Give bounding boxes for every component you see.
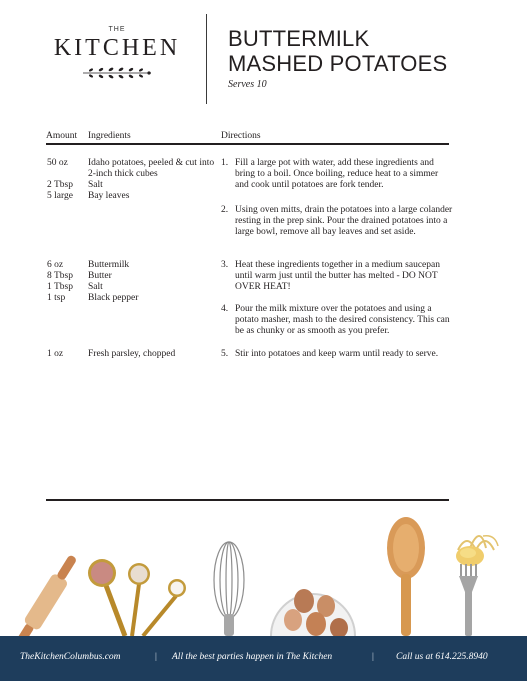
- ingredient-row: [47, 158, 218, 180]
- ingredient-name: Bay leaves: [88, 191, 130, 201]
- footer-separator: |: [155, 652, 157, 662]
- direction-step-1: [221, 158, 453, 191]
- ingredient-name: Fresh parsley, chopped: [88, 349, 176, 359]
- step-number: 2.: [221, 205, 229, 215]
- ingredient-amount: 5 large: [47, 191, 73, 201]
- ingredient-row: [47, 180, 218, 191]
- wooden-spoon-icon: [387, 517, 425, 636]
- egg-bowl-icon: [271, 589, 355, 636]
- kitchen-utensils-illustration: [0, 510, 527, 636]
- ingredient-name: Idaho potatoes, peeled & cut into 2-inch thick cubes: [88, 158, 215, 179]
- ingredient-amount: 6 oz: [47, 260, 64, 270]
- ingredient-row: [47, 271, 218, 282]
- amount-header: Amount: [46, 131, 78, 141]
- direction-step-2: [221, 205, 453, 238]
- step-text: Heat these ingredients together in a medium saucepan until warm just until the butter has melted - DO NOT OVER HEAT!: [235, 260, 440, 292]
- ingredient-name: Butter: [88, 271, 112, 281]
- step-text: Fill a large pot with water, add these ingredients and bring to a boil. Once boiling, reduce heat to a simmer and cook until potatoes are fork tender.: [235, 158, 439, 190]
- footer-tagline: All the best parties happen in The Kitchen: [172, 652, 333, 662]
- fork-with-pasta-icon: [456, 536, 498, 636]
- header-divider: [206, 14, 207, 104]
- whisk-icon: [214, 542, 244, 636]
- ingredient-amount: 1 oz: [47, 349, 64, 359]
- serves-label: Serves 10: [228, 79, 267, 90]
- footer-bar: [0, 636, 527, 681]
- step-text: Stir into potatoes and keep warm until ready to serve.: [235, 349, 439, 359]
- ingredient-amount: 8 Tbsp: [47, 271, 73, 281]
- ingredient-group-3: [47, 349, 218, 360]
- kitchen-logo: [44, 26, 190, 84]
- header-rule: [46, 143, 449, 145]
- ingredient-name: Salt: [88, 282, 103, 292]
- ingredient-row: [47, 260, 218, 271]
- footer-separator: |: [372, 652, 374, 662]
- step-text: Pour the milk mixture over the potatoes and using a potato masher, mash to the desired consistency. This can be as chunky or as smooth as you prefer.: [235, 304, 450, 336]
- step-number: 4.: [221, 304, 229, 314]
- ingredient-row: [47, 293, 218, 304]
- ingredient-row: [47, 349, 218, 360]
- ingredients-header: Ingredients: [88, 131, 131, 141]
- ingredient-amount: 2 Tbsp: [47, 180, 73, 190]
- directions-header: Directions: [221, 131, 261, 141]
- direction-step-4: [221, 304, 453, 337]
- herb-sprig-icon: [81, 65, 153, 79]
- step-number: 1.: [221, 158, 229, 168]
- logo-name: KITCHEN: [53, 35, 181, 61]
- ingredient-group-1: [47, 158, 218, 202]
- recipe-title: [228, 26, 447, 76]
- direction-step-3: [221, 260, 453, 293]
- measuring-spoons-icon: [88, 559, 186, 636]
- direction-step-5: [221, 349, 453, 360]
- ingredient-name: Buttermilk: [88, 260, 130, 270]
- ingredient-name: Salt: [88, 180, 103, 190]
- step-number: 5.: [221, 349, 229, 359]
- ingredient-amount: 50 oz: [47, 158, 68, 168]
- ingredient-row: [47, 191, 218, 202]
- step-number: 3.: [221, 260, 229, 270]
- ingredient-name: Black pepper: [88, 293, 139, 303]
- footer-rule: [46, 499, 449, 501]
- ingredient-group-2: [47, 260, 218, 304]
- rolling-pin-icon: [7, 552, 82, 636]
- step-text: Using oven mitts, drain the potatoes into a large colander resting in the prep sink. Pour the drained potatoes into a large bowl, remove all bay leaves and set aside.: [235, 205, 453, 237]
- footer-website-link[interactable]: TheKitchenColumbus.com: [20, 652, 121, 662]
- logo-the-text: THE: [108, 26, 126, 33]
- ingredient-amount: 1 Tbsp: [47, 282, 73, 292]
- recipe-title-line2: MASHED POTATOES: [228, 51, 448, 76]
- ingredient-row: [47, 282, 218, 293]
- recipe-title-line1: BUTTERMILK: [228, 26, 370, 51]
- footer-phone[interactable]: Call us at 614.225.8940: [396, 652, 488, 662]
- ingredient-amount: 1 tsp: [47, 293, 66, 303]
